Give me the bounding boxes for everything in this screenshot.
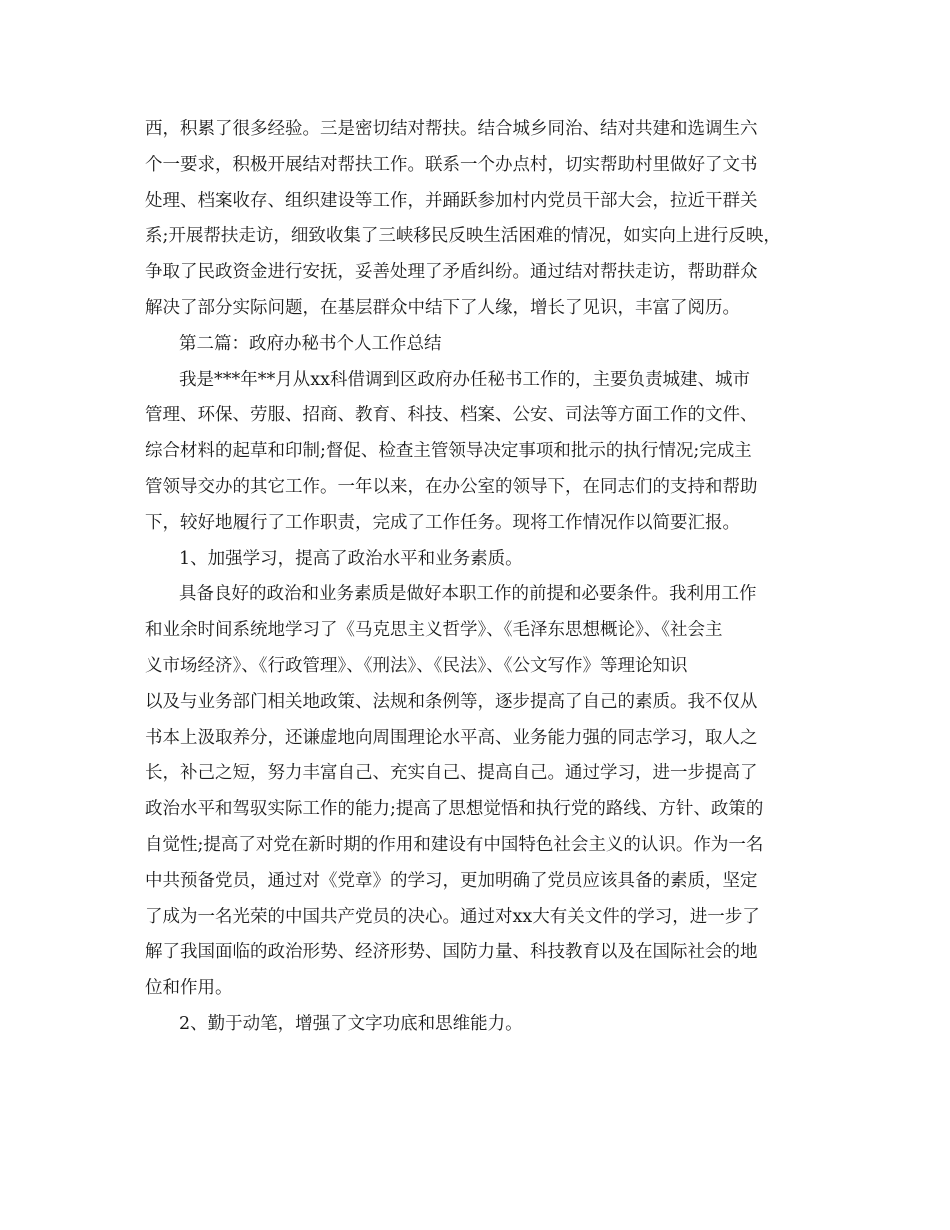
text-line: 管领导交办的其它工作。一年以来，在办公室的领导下，在同志们的支持和帮助 — [145, 476, 758, 497]
text-line: 下，较好地履行了工作职责，完成了工作任务。现将工作情况作以简要汇报。 — [145, 512, 740, 533]
text-line: 处理、档案收存、组织建设等工作，并踊跃参加村内党员干部大会，拉近干群关 — [145, 190, 758, 211]
text-line: 具备良好的政治和业务素质是做好本职工作的前提和必要条件。我利用工作 — [179, 584, 757, 605]
text-line: 以及与业务部门相关地政策、法规和条例等，逐步提高了自己的素质。我不仅从 — [145, 691, 758, 712]
text-line: 1、加强学习，提高了政治水平和业务素质。 — [179, 548, 523, 569]
text-line: 中共预备党员，通过对《党章》的学习，更加明确了党员应该具备的素质，坚定 — [145, 870, 758, 891]
document-body — [145, 112, 845, 1043]
text-line: 争取了民政资金进行安抚，妥善处理了矛盾纠纷。通过结对帮扶走访，帮助群众 — [145, 262, 758, 283]
text-line: 位和作用。 — [145, 978, 233, 999]
text-line: 解决了部分实际问题，在基层群众中结下了人缘，增长了见识，丰富了阅历。 — [145, 297, 740, 318]
text-line: 管理、环保、劳服、招商、教育、科技、档案、公安、司法等方面工作的文件、 — [145, 405, 758, 426]
text-line: 义市场经济》、《行政管理》、《刑法》、《民法》、《公文写作》等理论知识 — [145, 655, 688, 676]
text-line: 和业余时间系统地学习了《马克思主义哲学》、《毛泽东思想概论》、《社会主 — [145, 620, 723, 641]
text-line: 自觉性;提高了对党在新时期的作用和建设有中国特色社会主义的认识。作为一名 — [145, 834, 764, 855]
text-line: 西，积累了很多经验。三是密切结对帮扶。结合城乡同治、结对共建和选调生六 — [145, 119, 758, 139]
text-line: 个一要求，积极开展结对帮扶工作。联系一个办点村，切实帮助村里做好了文书 — [145, 154, 758, 175]
text-line: 第二篇：政府办秘书个人工作总结 — [179, 333, 442, 354]
text-line: 系;开展帮扶走访，细致收集了三峡移民反映生活困难的情况，如实向上进行反映， — [145, 226, 781, 247]
text-line: 了成为一名光荣的中国共产党员的决心。通过对xx大有关文件的学习，进一步了 — [145, 906, 760, 927]
text-line: 解了我国面临的政治形势、经济形势、国防力量、科技教育以及在国际社会的地 — [145, 942, 758, 963]
text-line: 2、勤于动笔，增强了文字功底和思维能力。 — [179, 1013, 523, 1034]
text-line: 综合材料的起草和印制;督促、检查主管领导决定事项和批示的执行情况;完成主 — [145, 441, 752, 462]
text-line: 我是***年**月从xx科借调到区政府办任秘书工作的，主要负责城建、城市 — [179, 369, 750, 390]
text-line: 书本上汲取养分，还谦虚地向周围理论水平高、业务能力强的同志学习，取人之 — [145, 727, 758, 748]
text-line: 政治水平和驾驭实际工作的能力;提高了思想觉悟和执行党的路线、方针、政策的 — [145, 799, 764, 820]
text-line: 长，补己之短，努力丰富自己、充实自己、提高自己。通过学习，进一步提高了 — [145, 763, 758, 784]
